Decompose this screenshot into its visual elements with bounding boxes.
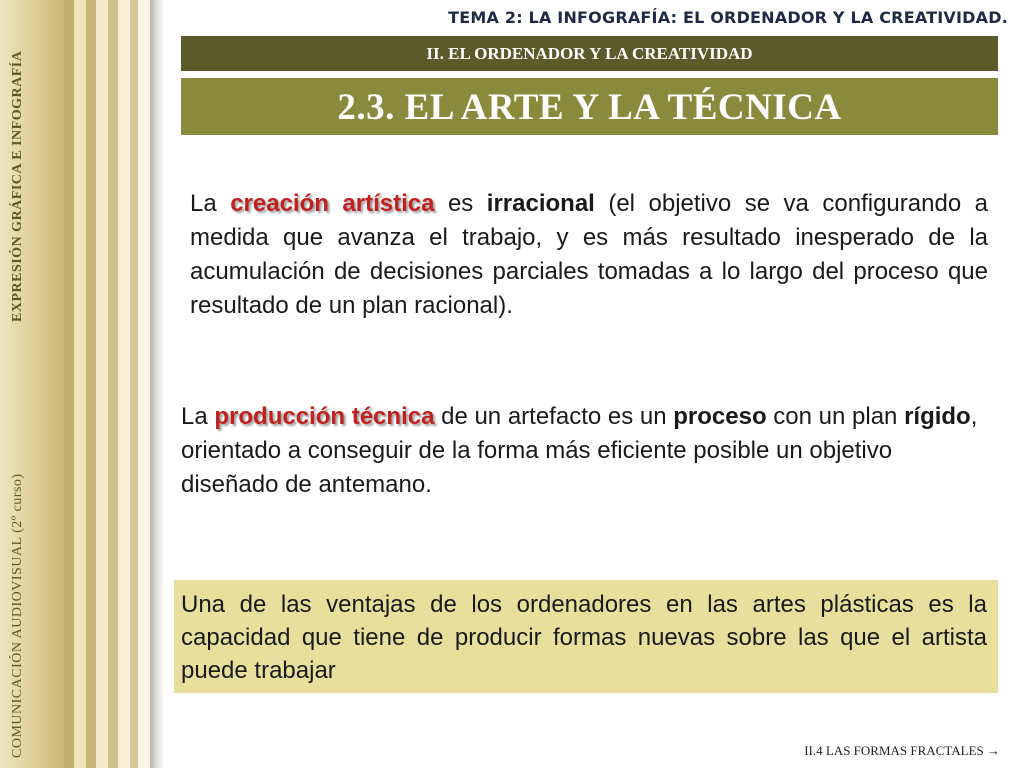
arrow-right-icon: →: [987, 743, 1000, 758]
sidebar-shadow: [150, 0, 164, 768]
bold-rigido: rígido: [904, 403, 971, 430]
paragraph-text: de un artefacto es un: [434, 403, 674, 430]
tema-heading: TEMA 2: LA INFOGRAFÍA: EL ORDENADOR Y LA CREATIVIDAD.: [448, 8, 1008, 27]
subject-vertical-label: EXPRESIÓN GRÁFICA E INFOGRAFÍA: [10, 50, 25, 322]
next-slide-label: II.4 LAS FORMAS FRACTALES: [804, 743, 984, 758]
next-slide-link[interactable]: [804, 743, 1000, 759]
paragraph-text: con un plan: [766, 403, 905, 430]
course-vertical-label: COMUNICACIÓN AUDIOVISUAL (2º curso): [10, 473, 25, 758]
slide-title: 2.3. EL ARTE Y LA TÉCNICA: [181, 78, 998, 135]
paragraph-creacion-artistica: [190, 187, 988, 323]
paragraph-text: La: [181, 403, 215, 430]
paragraph-text: La: [190, 190, 231, 217]
bold-proceso: proceso: [673, 403, 767, 430]
paragraph-text: es: [434, 190, 487, 217]
paragraph-produccion-tecnica: [181, 400, 981, 502]
bold-irracional: irracional: [486, 190, 595, 217]
highlight-box-text: Una de las ventajas de los ordenadores en las artes plásticas es la capacidad que tiene de producir formas nuevas sobre las que el artista puede trabajar: [181, 591, 987, 684]
paragraph-text: (el objetivo se va configurando a medida que avanza el trabajo, y es más resultado inesperado de la acumulación de decisiones parciales tomadas a lo largo del proceso que resultado de un plan racional).: [190, 190, 989, 319]
sidebar-stripes: [64, 0, 164, 768]
paragraph-text: , orientado a conseguir de la forma más eficiente posible un objetivo diseñado de antemano.: [181, 403, 978, 498]
highlight-produccion-tecnica: producción técnica: [214, 403, 435, 430]
section-bar: II. EL ORDENADOR Y LA CREATIVIDAD: [181, 36, 998, 71]
highlight-creacion-artistica: creación artística: [230, 190, 435, 217]
